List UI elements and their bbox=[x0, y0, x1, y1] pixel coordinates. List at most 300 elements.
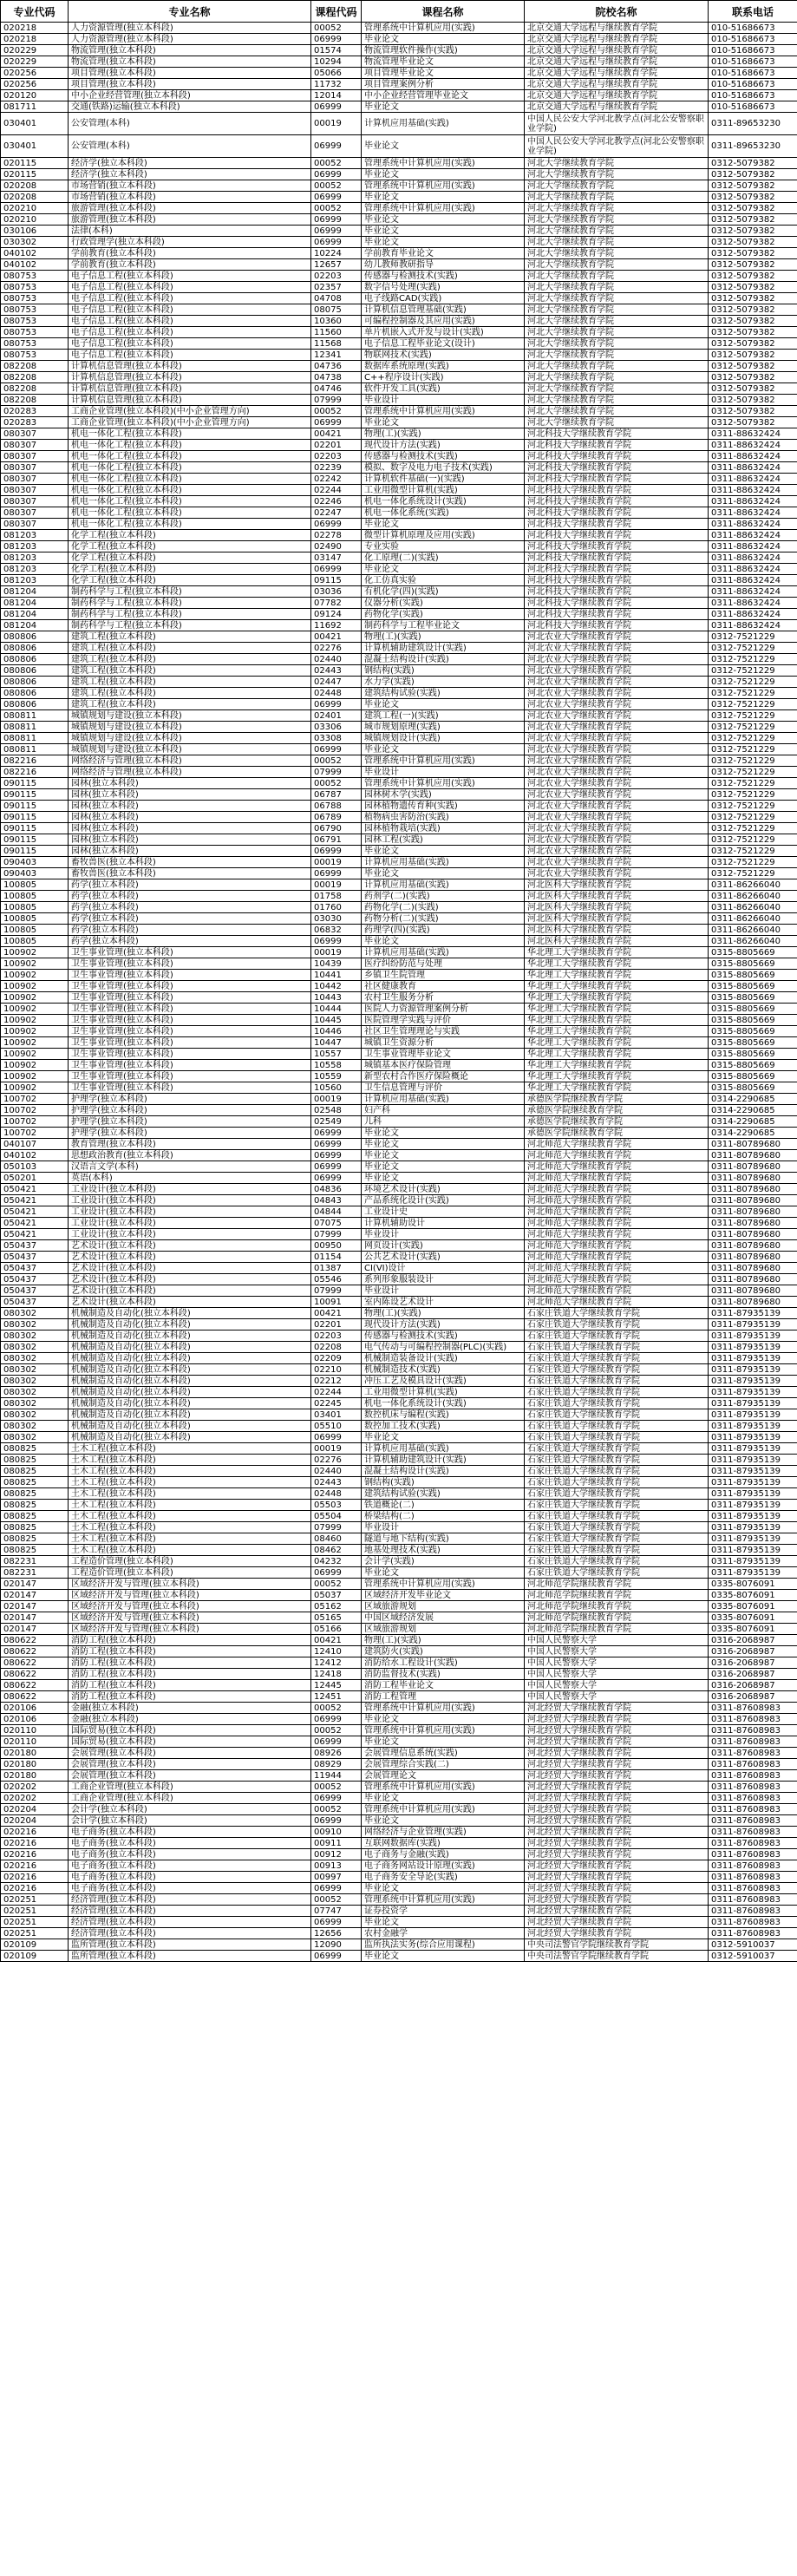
cell-course-code: 11568 bbox=[311, 338, 362, 350]
cell-major-name: 市场营销(独立本科段) bbox=[69, 192, 311, 203]
cell-course-name: 管理系统中计算机应用(实践) bbox=[362, 1579, 525, 1590]
cell-school-name: 河北科技大学继续教育学院 bbox=[525, 541, 709, 552]
cell-major-name: 消防工程(独立本科段) bbox=[69, 1657, 311, 1669]
cell-major-code: 080622 bbox=[1, 1691, 69, 1703]
cell-course-name: 毕业论文 bbox=[362, 936, 525, 947]
cell-school-name: 河北大学继续教育学院 bbox=[525, 361, 709, 372]
cell-course-name: 毕业论文 bbox=[362, 1139, 525, 1150]
cell-phone: 0311-87608983 bbox=[709, 1736, 797, 1748]
cell-major-name: 会计学(独立本科段) bbox=[69, 1804, 311, 1815]
header-major-code: 专业代码 bbox=[1, 1, 69, 23]
table-row bbox=[1, 552, 797, 564]
cell-course-name: 物流管理软件操作(实践) bbox=[362, 45, 525, 56]
cell-major-code: 030401 bbox=[1, 113, 69, 135]
cell-school-name: 河北师范大学继续教育学院 bbox=[525, 1263, 709, 1274]
cell-school-name: 河北科技大学继续教育学院 bbox=[525, 507, 709, 519]
cell-major-code: 081203 bbox=[1, 575, 69, 586]
cell-major-code: 080753 bbox=[1, 304, 69, 316]
cell-major-code: 100902 bbox=[1, 970, 69, 981]
cell-school-name: 河北师范大学继续教育学院 bbox=[525, 1150, 709, 1161]
cell-course-name: 会计学(实践) bbox=[362, 1556, 525, 1567]
cell-course-code: 06999 bbox=[311, 1793, 362, 1804]
cell-major-code: 081204 bbox=[1, 609, 69, 620]
cell-school-name: 河北师范学院继续教育学院 bbox=[525, 1579, 709, 1590]
cell-school-name: 中国人民警察大学 bbox=[525, 1657, 709, 1669]
cell-phone: 0311-86266040 bbox=[709, 891, 797, 902]
cell-major-name: 化学工程(独立本科段) bbox=[69, 541, 311, 552]
table-row bbox=[1, 316, 797, 327]
cell-major-code: 020218 bbox=[1, 23, 69, 34]
cell-phone: 0311-80789680 bbox=[709, 1206, 797, 1218]
cell-major-code: 100702 bbox=[1, 1105, 69, 1116]
cell-course-name: 园林工程(实践) bbox=[362, 834, 525, 846]
table-row bbox=[1, 891, 797, 902]
cell-course-code: 06999 bbox=[311, 226, 362, 237]
cell-major-name: 卫生事业管理(独立本科段) bbox=[69, 1015, 311, 1026]
cell-major-code: 020147 bbox=[1, 1612, 69, 1624]
cell-course-name: 环境艺术设计(实践) bbox=[362, 1184, 525, 1195]
cell-major-name: 化学工程(独立本科段) bbox=[69, 575, 311, 586]
table-row bbox=[1, 992, 797, 1004]
cell-course-name: 管理系统中计算机应用(实践) bbox=[362, 1804, 525, 1815]
cell-phone: 0311-87608983 bbox=[709, 1815, 797, 1827]
cell-school-name: 华北理工大学继续教育学院 bbox=[525, 1037, 709, 1049]
cell-major-name: 国际贸易(独立本科段) bbox=[69, 1736, 311, 1748]
cell-course-name: 物理(工)(实践) bbox=[362, 631, 525, 643]
table-row bbox=[1, 23, 797, 34]
cell-major-code: 040102 bbox=[1, 259, 69, 271]
cell-course-code: 00019 bbox=[311, 1443, 362, 1455]
cell-major-code: 020110 bbox=[1, 1725, 69, 1736]
table-row bbox=[1, 665, 797, 677]
cell-course-code: 01574 bbox=[311, 45, 362, 56]
cell-school-name: 河北经贸大学继续教育学院 bbox=[525, 1804, 709, 1815]
table-row bbox=[1, 868, 797, 879]
cell-phone: 0311-88632424 bbox=[709, 530, 797, 541]
table-row bbox=[1, 485, 797, 496]
cell-phone: 0311-87935139 bbox=[709, 1387, 797, 1398]
table-row bbox=[1, 350, 797, 361]
cell-phone: 0311-80789680 bbox=[709, 1252, 797, 1263]
cell-school-name: 河北经贸大学继续教育学院 bbox=[525, 1782, 709, 1793]
cell-course-name: 毕业设计 bbox=[362, 1229, 525, 1240]
cell-phone: 0315-8805669 bbox=[709, 981, 797, 992]
cell-course-name: 毕业设计 bbox=[362, 1285, 525, 1297]
cell-course-code: 12656 bbox=[311, 1928, 362, 1939]
cell-phone: 0315-8805669 bbox=[709, 1004, 797, 1015]
cell-phone: 0311-88632424 bbox=[709, 451, 797, 462]
cell-phone: 0311-88632424 bbox=[709, 609, 797, 620]
cell-course-code: 05503 bbox=[311, 1500, 362, 1511]
cell-course-code: 00052 bbox=[311, 1804, 362, 1815]
cell-course-code: 12451 bbox=[311, 1691, 362, 1703]
cell-major-name: 行政管理学(独立本科段) bbox=[69, 237, 311, 248]
cell-school-name: 石家庄铁道大学继续教育学院 bbox=[525, 1409, 709, 1421]
cell-course-code: 04844 bbox=[311, 1206, 362, 1218]
cell-course-code: 06999 bbox=[311, 699, 362, 710]
cell-major-name: 建筑工程(独立本科段) bbox=[69, 665, 311, 677]
cell-course-name: 新型农村合作医疗保险概论 bbox=[362, 1071, 525, 1082]
cell-major-name: 制药科学与工程(独立本科段) bbox=[69, 620, 311, 631]
cell-school-name: 河北农业大学继续教育学院 bbox=[525, 868, 709, 879]
cell-course-name: 钢结构(实践) bbox=[362, 665, 525, 677]
cell-course-code: 06999 bbox=[311, 868, 362, 879]
table-row bbox=[1, 1725, 797, 1736]
cell-school-name: 河北医科大学继续教育学院 bbox=[525, 891, 709, 902]
cell-phone: 0311-88632424 bbox=[709, 462, 797, 474]
cell-major-code: 050437 bbox=[1, 1252, 69, 1263]
table-row bbox=[1, 609, 797, 620]
cell-major-name: 城镇规划与建设(独立本科段) bbox=[69, 744, 311, 755]
cell-phone: 0312-7521229 bbox=[709, 846, 797, 857]
cell-course-code: 11732 bbox=[311, 79, 362, 90]
cell-major-name: 艺术设计(独立本科段) bbox=[69, 1263, 311, 1274]
cell-major-name: 机械制造及自动化(独立本科段) bbox=[69, 1398, 311, 1409]
cell-course-code: 12657 bbox=[311, 259, 362, 271]
cell-course-code: 02278 bbox=[311, 530, 362, 541]
cell-phone: 0314-2290685 bbox=[709, 1105, 797, 1116]
cell-major-name: 监所管理(独立本科段) bbox=[69, 1939, 311, 1951]
cell-course-name: 毕业论文 bbox=[362, 564, 525, 575]
table-row bbox=[1, 1409, 797, 1421]
cell-phone: 0311-87608983 bbox=[709, 1703, 797, 1714]
cell-major-code: 100702 bbox=[1, 1128, 69, 1139]
cell-major-name: 园林(独立本科段) bbox=[69, 789, 311, 801]
cell-course-code: 00052 bbox=[311, 406, 362, 417]
cell-major-name: 消防工程(独立本科段) bbox=[69, 1680, 311, 1691]
cell-phone: 0311-80789680 bbox=[709, 1285, 797, 1297]
cell-major-code: 020109 bbox=[1, 1951, 69, 1962]
cell-phone: 0312-7521229 bbox=[709, 823, 797, 834]
cell-major-code: 020283 bbox=[1, 417, 69, 428]
cell-school-name: 河北医科大学继续教育学院 bbox=[525, 902, 709, 913]
cell-school-name: 河北农业大学继续教育学院 bbox=[525, 834, 709, 846]
cell-major-name: 学前教育(独立本科段) bbox=[69, 259, 311, 271]
cell-major-name: 园林(独立本科段) bbox=[69, 812, 311, 823]
cell-course-name: 农村卫生服务分析 bbox=[362, 992, 525, 1004]
cell-major-code: 050421 bbox=[1, 1218, 69, 1229]
cell-major-code: 030106 bbox=[1, 226, 69, 237]
cell-course-code: 02244 bbox=[311, 1387, 362, 1398]
cell-phone: 0311-80789680 bbox=[709, 1274, 797, 1285]
cell-major-code: 081203 bbox=[1, 530, 69, 541]
cell-phone: 0312-5079382 bbox=[709, 248, 797, 259]
table-row bbox=[1, 564, 797, 575]
cell-phone: 0311-88632424 bbox=[709, 440, 797, 451]
cell-phone: 010-51686673 bbox=[709, 56, 797, 68]
table-row bbox=[1, 1748, 797, 1759]
cell-phone: 0311-80789680 bbox=[709, 1173, 797, 1184]
cell-course-code: 00052 bbox=[311, 1579, 362, 1590]
cell-school-name: 河北大学继续教育学院 bbox=[525, 237, 709, 248]
cell-phone: 0315-8805669 bbox=[709, 958, 797, 970]
cell-school-name: 石家庄铁道大学继续教育学院 bbox=[525, 1353, 709, 1364]
cell-phone: 0314-2290685 bbox=[709, 1094, 797, 1105]
cell-school-name: 河北农业大学继续教育学院 bbox=[525, 789, 709, 801]
cell-major-name: 法律(本科) bbox=[69, 226, 311, 237]
cell-phone: 0312-5079382 bbox=[709, 406, 797, 417]
cell-phone: 0311-88632424 bbox=[709, 474, 797, 485]
cell-phone: 0311-87608983 bbox=[709, 1827, 797, 1838]
cell-school-name: 河北经贸大学继续教育学院 bbox=[525, 1703, 709, 1714]
table-row bbox=[1, 237, 797, 248]
cell-course-code: 03401 bbox=[311, 1409, 362, 1421]
table-row bbox=[1, 383, 797, 395]
cell-major-name: 经济管理(独立本科段) bbox=[69, 1917, 311, 1928]
table-row bbox=[1, 1376, 797, 1387]
cell-course-code: 02239 bbox=[311, 462, 362, 474]
cell-major-code: 030302 bbox=[1, 237, 69, 248]
cell-major-name: 护理学(独立本科段) bbox=[69, 1105, 311, 1116]
cell-major-code: 080302 bbox=[1, 1353, 69, 1364]
cell-school-name: 河北经贸大学继续教育学院 bbox=[525, 1725, 709, 1736]
cell-course-code: 03147 bbox=[311, 552, 362, 564]
cell-school-name: 河北师范大学继续教育学院 bbox=[525, 1161, 709, 1173]
cell-school-name: 河北农业大学继续教育学院 bbox=[525, 755, 709, 767]
cell-major-name: 电子商务(独立本科段) bbox=[69, 1860, 311, 1872]
cell-phone: 010-51686673 bbox=[709, 34, 797, 45]
cell-course-name: 计算机辅助建筑设计(实践) bbox=[362, 643, 525, 654]
cell-course-name: 系列形象服装设计 bbox=[362, 1274, 525, 1285]
table-row bbox=[1, 169, 797, 180]
table-row bbox=[1, 158, 797, 169]
cell-phone: 0312-7521229 bbox=[709, 643, 797, 654]
cell-school-name: 中国人民警察大学 bbox=[525, 1635, 709, 1646]
cell-phone: 0315-8805669 bbox=[709, 1071, 797, 1082]
cell-course-name: 中小企业经营管理毕业论文 bbox=[362, 90, 525, 101]
cell-school-name: 华北理工大学继续教育学院 bbox=[525, 947, 709, 958]
cell-phone: 0316-2068987 bbox=[709, 1669, 797, 1680]
cell-major-name: 会展管理(独立本科段) bbox=[69, 1748, 311, 1759]
table-row bbox=[1, 1195, 797, 1206]
cell-major-code: 100805 bbox=[1, 902, 69, 913]
cell-course-code: 00019 bbox=[311, 857, 362, 868]
cell-school-name: 河北经贸大学继续教育学院 bbox=[525, 1838, 709, 1849]
cell-course-name: 毕业论文 bbox=[362, 237, 525, 248]
table-row bbox=[1, 304, 797, 316]
cell-major-code: 020251 bbox=[1, 1928, 69, 1939]
cell-major-code: 080825 bbox=[1, 1466, 69, 1477]
cell-major-name: 金融(独立本科段) bbox=[69, 1703, 311, 1714]
cell-course-code: 10442 bbox=[311, 981, 362, 992]
cell-course-code: 02447 bbox=[311, 677, 362, 688]
cell-phone: 0315-8805669 bbox=[709, 947, 797, 958]
cell-school-name: 石家庄铁道大学继续教育学院 bbox=[525, 1308, 709, 1319]
cell-phone: 0312-7521229 bbox=[709, 868, 797, 879]
cell-major-code: 080622 bbox=[1, 1680, 69, 1691]
cell-major-name: 经济管理(独立本科段) bbox=[69, 1894, 311, 1906]
table-row bbox=[1, 1274, 797, 1285]
cell-course-code: 06832 bbox=[311, 925, 362, 936]
cell-course-code: 12412 bbox=[311, 1657, 362, 1669]
table-row bbox=[1, 1364, 797, 1376]
cell-major-code: 080811 bbox=[1, 733, 69, 744]
cell-major-name: 电子商务(独立本科段) bbox=[69, 1849, 311, 1860]
cell-school-name: 河北农业大学继续教育学院 bbox=[525, 722, 709, 733]
cell-course-code: 06999 bbox=[311, 34, 362, 45]
cell-course-code: 08075 bbox=[311, 304, 362, 316]
cell-major-name: 机电一体化工程(独立本科段) bbox=[69, 440, 311, 451]
cell-school-name: 石家庄铁道大学继续教育学院 bbox=[525, 1421, 709, 1432]
cell-course-code: 02203 bbox=[311, 271, 362, 282]
cell-course-name: 城镇规划设计(实践) bbox=[362, 733, 525, 744]
table-row bbox=[1, 1128, 797, 1139]
cell-major-code: 020251 bbox=[1, 1917, 69, 1928]
cell-phone: 0335-8076091 bbox=[709, 1601, 797, 1612]
table-row bbox=[1, 1105, 797, 1116]
cell-school-name: 河北科技大学继续教育学院 bbox=[525, 496, 709, 507]
cell-course-name: 药理学(四)(实践) bbox=[362, 925, 525, 936]
cell-major-name: 英语(本科) bbox=[69, 1173, 311, 1184]
cell-school-name: 河北农业大学继续教育学院 bbox=[525, 778, 709, 789]
cell-major-name: 经济学(独立本科段) bbox=[69, 169, 311, 180]
cell-major-name: 制药科学与工程(独立本科段) bbox=[69, 609, 311, 620]
cell-phone: 0312-5079382 bbox=[709, 169, 797, 180]
cell-school-name: 河北经贸大学继续教育学院 bbox=[525, 1883, 709, 1894]
cell-course-code: 02443 bbox=[311, 665, 362, 677]
cell-major-name: 工业设计(独立本科段) bbox=[69, 1195, 311, 1206]
cell-phone: 0312-7521229 bbox=[709, 744, 797, 755]
cell-phone: 0316-2068987 bbox=[709, 1691, 797, 1703]
cell-course-code: 02246 bbox=[311, 496, 362, 507]
cell-major-name: 卫生事业管理(独立本科段) bbox=[69, 1060, 311, 1071]
cell-phone: 0312-7521229 bbox=[709, 733, 797, 744]
cell-major-name: 园林(独立本科段) bbox=[69, 823, 311, 834]
cell-phone: 0311-80789680 bbox=[709, 1161, 797, 1173]
cell-major-name: 项目管理(独立本科段) bbox=[69, 79, 311, 90]
table-row bbox=[1, 643, 797, 654]
cell-phone: 0312-5910037 bbox=[709, 1939, 797, 1951]
table-row bbox=[1, 519, 797, 530]
cell-course-code: 04232 bbox=[311, 1556, 362, 1567]
cell-major-code: 090115 bbox=[1, 846, 69, 857]
cell-course-name: 网页设计(实践) bbox=[362, 1240, 525, 1252]
cell-school-name: 河北师范大学继续教育学院 bbox=[525, 1274, 709, 1285]
table-row bbox=[1, 90, 797, 101]
cell-phone: 0311-87608983 bbox=[709, 1759, 797, 1770]
table-row bbox=[1, 203, 797, 214]
cell-school-name: 河北农业大学继续教育学院 bbox=[525, 654, 709, 665]
cell-major-name: 市场营销(独立本科段) bbox=[69, 180, 311, 192]
cell-major-name: 建筑工程(独立本科段) bbox=[69, 643, 311, 654]
cell-major-name: 护理学(独立本科段) bbox=[69, 1116, 311, 1128]
cell-school-name: 华北理工大学继续教育学院 bbox=[525, 958, 709, 970]
cell-course-name: 工业用微型计算机(实践) bbox=[362, 1387, 525, 1398]
cell-major-code: 020204 bbox=[1, 1815, 69, 1827]
cell-school-name: 华北理工大学继续教育学院 bbox=[525, 1004, 709, 1015]
cell-course-name: 药剂学(二)(实践) bbox=[362, 891, 525, 902]
cell-course-code: 00052 bbox=[311, 1725, 362, 1736]
cell-school-name: 石家庄铁道大学继续教育学院 bbox=[525, 1432, 709, 1443]
table-row bbox=[1, 722, 797, 733]
cell-school-name: 河北科技大学继续教育学院 bbox=[525, 620, 709, 631]
cell-major-name: 旅游管理(独立本科段) bbox=[69, 203, 311, 214]
table-row bbox=[1, 1477, 797, 1488]
cell-course-name: 计算机辅助建筑设计(实践) bbox=[362, 1455, 525, 1466]
cell-course-code: 10557 bbox=[311, 1049, 362, 1060]
cell-major-name: 工业设计(独立本科段) bbox=[69, 1184, 311, 1195]
cell-school-name: 华北理工大学继续教育学院 bbox=[525, 1015, 709, 1026]
cell-major-code: 020115 bbox=[1, 158, 69, 169]
cell-phone: 0316-2068987 bbox=[709, 1680, 797, 1691]
cell-course-name: 管理系统中计算机应用(实践) bbox=[362, 1782, 525, 1793]
cell-phone: 0315-8805669 bbox=[709, 1060, 797, 1071]
cell-course-name: 数字信号处理(实践) bbox=[362, 282, 525, 293]
cell-phone: 0312-7521229 bbox=[709, 699, 797, 710]
cell-major-name: 机电一体化工程(独立本科段) bbox=[69, 451, 311, 462]
cell-major-name: 电子信息工程(独立本科段) bbox=[69, 338, 311, 350]
cell-major-name: 艺术设计(独立本科段) bbox=[69, 1274, 311, 1285]
table-row bbox=[1, 1206, 797, 1218]
cell-school-name: 河北经贸大学继续教育学院 bbox=[525, 1770, 709, 1782]
cell-school-name: 河北农业大学继续教育学院 bbox=[525, 631, 709, 643]
cell-major-name: 计算机信息管理(独立本科段) bbox=[69, 395, 311, 406]
cell-course-name: 植物病虫害防治(实践) bbox=[362, 812, 525, 823]
cell-course-code: 01760 bbox=[311, 902, 362, 913]
table-row bbox=[1, 1421, 797, 1432]
cell-major-code: 100805 bbox=[1, 879, 69, 891]
cell-school-name: 石家庄铁道大学继续教育学院 bbox=[525, 1545, 709, 1556]
table-row bbox=[1, 1545, 797, 1556]
cell-major-code: 080806 bbox=[1, 631, 69, 643]
cell-school-name: 河北大学继续教育学院 bbox=[525, 327, 709, 338]
cell-course-name: 区域旅游规划 bbox=[362, 1624, 525, 1635]
cell-phone: 0311-87608983 bbox=[709, 1793, 797, 1804]
cell-school-name: 河北农业大学继续教育学院 bbox=[525, 767, 709, 778]
cell-course-name: 园林植物栽培(实践) bbox=[362, 823, 525, 834]
cell-school-name: 北京交通大学远程与继续教育学院 bbox=[525, 90, 709, 101]
cell-course-code: 00052 bbox=[311, 180, 362, 192]
table-row bbox=[1, 710, 797, 722]
cell-course-name: 管理系统中计算机应用(实践) bbox=[362, 1725, 525, 1736]
cell-course-code: 02448 bbox=[311, 688, 362, 699]
cell-course-code: 06999 bbox=[311, 564, 362, 575]
cell-phone: 0312-7521229 bbox=[709, 834, 797, 846]
cell-major-code: 090115 bbox=[1, 812, 69, 823]
cell-school-name: 河北大学继续教育学院 bbox=[525, 203, 709, 214]
cell-school-name: 河北科技大学继续教育学院 bbox=[525, 586, 709, 598]
cell-school-name: 河北医科大学继续教育学院 bbox=[525, 913, 709, 925]
cell-phone: 0311-80789680 bbox=[709, 1139, 797, 1150]
cell-phone: 0311-87935139 bbox=[709, 1545, 797, 1556]
cell-course-name: 医院管理学实践与评价 bbox=[362, 1015, 525, 1026]
table-row bbox=[1, 1071, 797, 1082]
cell-school-name: 河北大学继续教育学院 bbox=[525, 192, 709, 203]
cell-course-code: 00421 bbox=[311, 1308, 362, 1319]
cell-major-code: 090115 bbox=[1, 801, 69, 812]
table-row bbox=[1, 1184, 797, 1195]
cell-course-name: 计算机信息管理基础(实践) bbox=[362, 304, 525, 316]
cell-school-name: 河北经贸大学继续教育学院 bbox=[525, 1827, 709, 1838]
cell-major-name: 机械制造及自动化(独立本科段) bbox=[69, 1330, 311, 1342]
table-row bbox=[1, 1804, 797, 1815]
cell-major-code: 082208 bbox=[1, 383, 69, 395]
cell-major-code: 050103 bbox=[1, 1161, 69, 1173]
cell-school-name: 石家庄铁道大学继续教育学院 bbox=[525, 1522, 709, 1533]
table-row bbox=[1, 1782, 797, 1793]
cell-course-name: 计算机应用基础(实践) bbox=[362, 113, 525, 135]
table-row bbox=[1, 1455, 797, 1466]
cell-school-name: 河北医科大学继续教育学院 bbox=[525, 925, 709, 936]
cell-school-name: 石家庄铁道大学继续教育学院 bbox=[525, 1342, 709, 1353]
cell-school-name: 河北师范大学继续教育学院 bbox=[525, 1285, 709, 1297]
table-row bbox=[1, 1240, 797, 1252]
cell-major-code: 020204 bbox=[1, 1804, 69, 1815]
cell-major-code: 040102 bbox=[1, 1150, 69, 1161]
cell-phone: 0311-89653230 bbox=[709, 113, 797, 135]
cell-school-name: 河北经贸大学继续教育学院 bbox=[525, 1748, 709, 1759]
cell-phone: 0335-8076091 bbox=[709, 1590, 797, 1601]
